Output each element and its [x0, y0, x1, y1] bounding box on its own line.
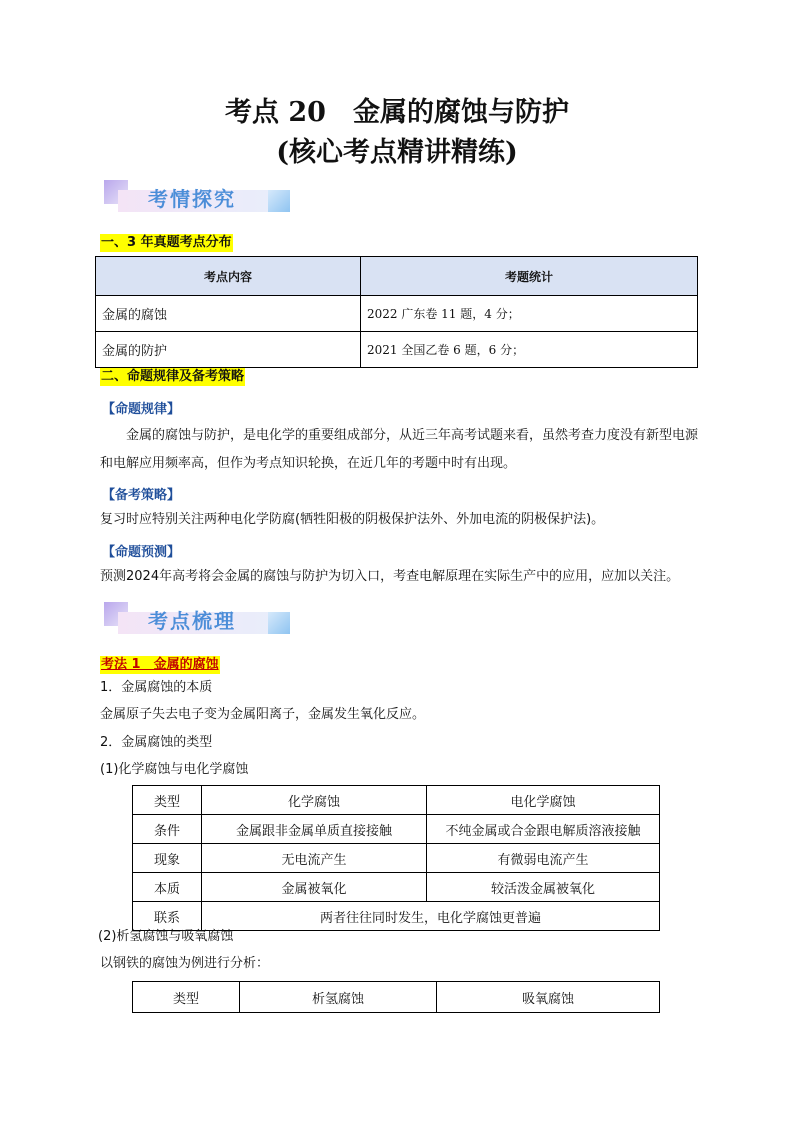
rule-tag: 【命题规律】 [102, 402, 181, 417]
table-cell: 现象 [133, 844, 202, 873]
table-cell: 金属跟非金属单质直接接触 [202, 815, 427, 844]
kaofa1-heading: 考法 1 金属的腐蚀 [101, 657, 219, 672]
hydrogen-oxygen-table [132, 981, 660, 1013]
table-cell: 化学腐蚀 [202, 786, 427, 815]
kaofa1-p3: 2．金属腐蚀的类型 [100, 735, 213, 750]
table-header-cell: 考点内容 [96, 257, 361, 296]
table-cell: 较活泼金属被氧化 [427, 873, 660, 902]
banner-label: 考情探究 [148, 187, 236, 211]
table-cell: 金属的腐蚀 [96, 296, 361, 332]
kaofa1-p1: 1．金属腐蚀的本质 [100, 680, 213, 695]
table-cell: 吸氧腐蚀 [437, 982, 660, 1013]
table-header-row [96, 257, 698, 296]
strategy-tag: 【备考策略】 [102, 488, 181, 503]
table-cell: 类型 [133, 786, 202, 815]
table-cell: 2021 全国乙卷 6 题，6 分； [361, 332, 698, 368]
table-row [133, 873, 660, 902]
table-cell: 条件 [133, 815, 202, 844]
kaofa1-p4: (1)化学腐蚀与电化学腐蚀 [100, 762, 249, 777]
table-row [96, 332, 698, 368]
table-cell: 不纯金属或合金跟电解质溶液接触 [427, 815, 660, 844]
exam-stats-table [95, 256, 698, 368]
section2-heading: 二、命题规律及备考策略 [101, 369, 245, 384]
banner-label: 考点梳理 [148, 609, 236, 633]
banner-right-square-icon [268, 190, 290, 212]
table-cell: 2022 广东卷 11 题，4 分； [361, 296, 698, 332]
strategy-paragraph: 复习时应特别关注两种电化学防腐(牺牲阳极的阴极保护法外、外加电流的阴极保护法)。 [100, 512, 605, 527]
banner-right-square-icon [268, 612, 290, 634]
table-header-row [133, 786, 660, 815]
predict-tag: 【命题预测】 [102, 545, 181, 560]
banner-kaoqing [104, 180, 290, 216]
corrosion-type-table [132, 785, 660, 931]
table-cell: 电化学腐蚀 [427, 786, 660, 815]
table-cell: 金属被氧化 [202, 873, 427, 902]
table-cell: 有微弱电流产生 [427, 844, 660, 873]
table-cell: 无电流产生 [202, 844, 427, 873]
table-cell: 金属的防护 [96, 332, 361, 368]
table-cell: 联系 [133, 902, 202, 931]
page-title: 考点 20 金属的腐蚀与防护 [225, 97, 569, 128]
table-cell: 析氢腐蚀 [240, 982, 437, 1013]
page-subtitle: (核心考点精讲精练) [276, 137, 518, 168]
table-header-row [133, 982, 660, 1013]
table-row [96, 296, 698, 332]
kaofa1-p6: 以钢铁的腐蚀为例进行分析： [100, 956, 270, 971]
kaofa1-p5: (2)析氢腐蚀与吸氧腐蚀 [98, 929, 234, 944]
rule-paragraph: 金属的腐蚀与防护，是电化学的重要组成部分，从近三年高考试题来看，虽然考查力度没有新型电源和电解应用频率高，但作为考点知识轮换，在近几年的考题中时有出现。 [100, 428, 699, 471]
kaofa1-p2: 金属原子失去电子变为金属阳离子，金属发生氧化反应。 [100, 707, 426, 722]
banner-shuli [104, 602, 290, 638]
table-cell: 两者往往同时发生，电化学腐蚀更普遍 [202, 902, 660, 931]
table-cell: 本质 [133, 873, 202, 902]
table-header-cell: 考题统计 [361, 257, 698, 296]
table-row [133, 844, 660, 873]
predict-paragraph: 预测2024年高考将会金属的腐蚀与防护为切入口，考查电解原理在实际生产中的应用，应加以关注。 [100, 569, 680, 584]
table-cell: 类型 [133, 982, 240, 1013]
table-row [133, 815, 660, 844]
section1-heading: 一、3 年真题考点分布 [101, 235, 232, 250]
